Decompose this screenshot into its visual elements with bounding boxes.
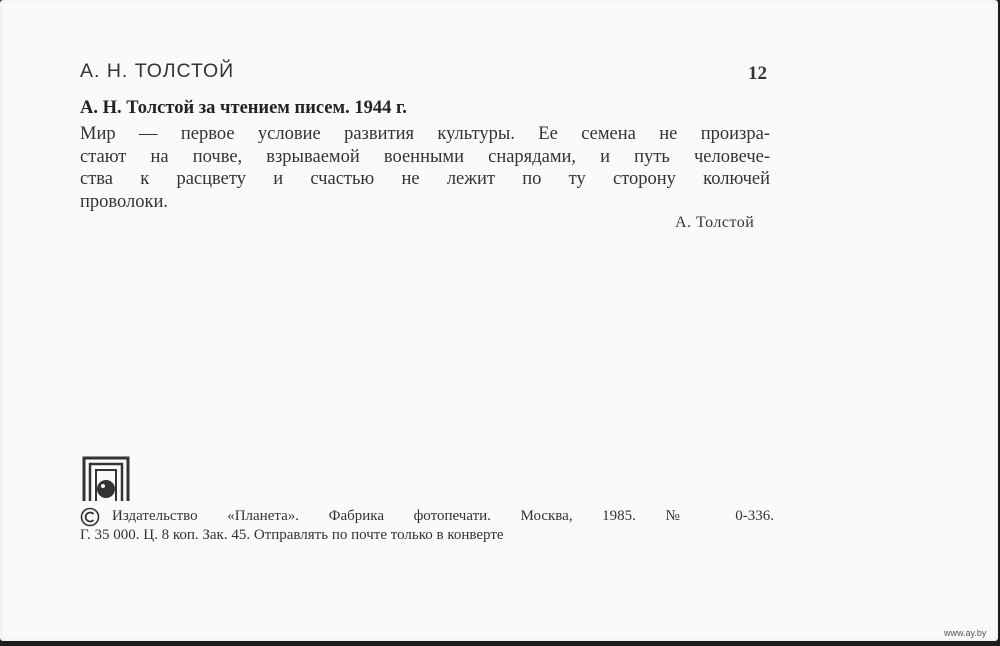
imprint-line-1 [80,507,774,526]
quote-line: Мир — первое условие развития культуры. Ее семена не произра- [80,124,770,144]
card-number: 12 [748,63,767,84]
photo-caption: А. Н. Толстой за чтением писем. 1944 г. [80,98,407,118]
author-header: А. Н. ТОЛСТОЙ [80,60,235,82]
copyright-icon [80,507,100,527]
quote-signature: А. Толстой [675,214,755,231]
planeta-publisher-logo-icon [82,456,130,502]
watermark: www.ay.by [944,628,987,638]
quote-line: проволоки. [80,191,169,212]
imprint-text-1: Издательство «Планета». Фабрика фотопечати. Москва, 1985. № 0-336. [112,508,774,524]
publisher-imprint [80,507,774,545]
quote-text [80,123,770,213]
quote-line: стают на почве, взрываемой военными снарядами, и путь человече- [80,146,770,167]
imprint-line-2: Г. 35 000. Ц. 8 коп. Зак. 45. Отправлять по почте только в конверте [80,527,504,543]
quote-line: ства к расцвету и счастью не лежит по ту сторону колючей [80,169,770,189]
